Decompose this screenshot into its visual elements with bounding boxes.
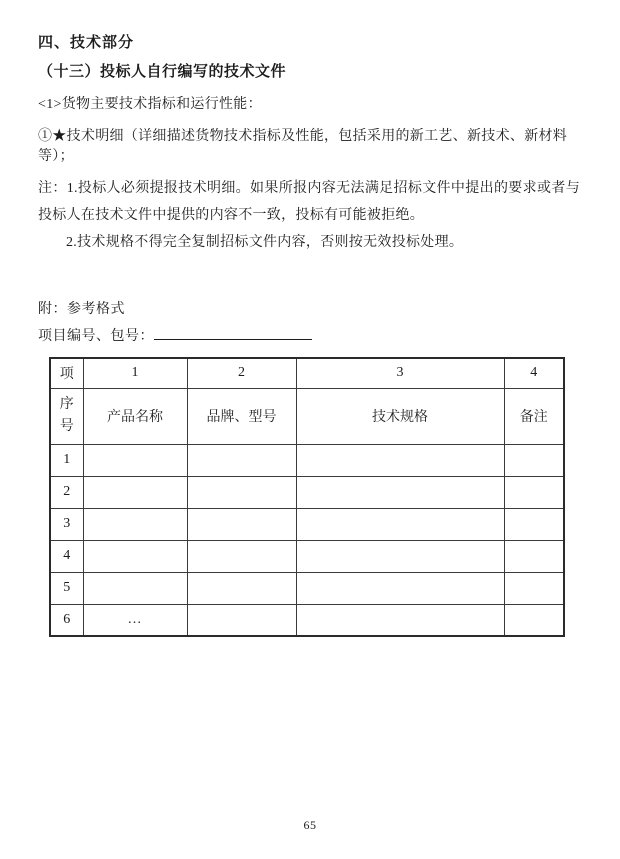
cell-remark <box>504 604 564 636</box>
page-number: 65 <box>303 818 317 832</box>
cell-product-name <box>83 444 187 476</box>
table-row <box>50 572 564 604</box>
project-field-label: 项目编号、包号： <box>38 329 154 344</box>
cell-seq: 1 <box>50 444 83 476</box>
cell-product-name <box>83 540 187 572</box>
note-item-2: 2.技术规格不得完全复制招标文件内容，否则按无效投标处理。 <box>66 235 464 250</box>
table-row <box>50 444 564 476</box>
header-cell-col4-number: 4 <box>504 358 564 388</box>
cell-brand-model <box>187 572 296 604</box>
cell-tech-spec <box>296 604 504 636</box>
header-cell-product-name: 产品名称 <box>83 388 187 444</box>
table-row <box>50 476 564 508</box>
reference-table <box>49 357 565 637</box>
section-heading: 四、技术部分 <box>38 35 135 51</box>
project-field-line <box>38 323 580 350</box>
item-line: <1>货物主要技术指标和运行性能： <box>38 97 262 112</box>
table-row <box>50 508 564 540</box>
note-paragraph: 注：1.投标人必须提报技术明细。如果所报内容无法满足招标文件中提出的要求或者与投标人在技术文件中提供的内容不一致，投标有可能被拒绝。 <box>38 181 580 223</box>
cell-tech-spec <box>296 540 504 572</box>
cell-tech-spec <box>296 444 504 476</box>
cell-product-name <box>83 476 187 508</box>
header-cell-brand-model: 品牌、型号 <box>187 388 296 444</box>
table-row <box>50 540 564 572</box>
cell-remark <box>504 508 564 540</box>
cell-remark <box>504 572 564 604</box>
table-header-number-row <box>50 358 564 388</box>
cell-seq: 3 <box>50 508 83 540</box>
table-header-label-row <box>50 388 564 444</box>
cell-product-name <box>83 572 187 604</box>
cell-product-name: … <box>83 604 187 636</box>
cell-remark <box>504 540 564 572</box>
cell-seq: 4 <box>50 540 83 572</box>
cell-tech-spec <box>296 508 504 540</box>
cell-brand-model <box>187 476 296 508</box>
cell-seq: 5 <box>50 572 83 604</box>
cell-tech-spec <box>296 476 504 508</box>
header-cell-col3-number: 3 <box>296 358 504 388</box>
cell-remark <box>504 444 564 476</box>
project-field-blank <box>154 325 312 340</box>
header-cell-remark: 备注 <box>504 388 564 444</box>
header-cell-tech-spec: 技术规格 <box>296 388 504 444</box>
cell-brand-model <box>187 540 296 572</box>
cell-tech-spec <box>296 572 504 604</box>
detail-line: ①★技术明细（详细描述货物技术指标及性能，包括采用的新工艺、新技术、新材料等）； <box>38 129 568 164</box>
header-cell-col2-number: 2 <box>187 358 296 388</box>
header-cell-seq-title: 项 <box>50 358 83 388</box>
header-cell-col1-number: 1 <box>83 358 187 388</box>
header-cell-seq-label: 序号 <box>50 388 83 444</box>
table-row <box>50 604 564 636</box>
cell-remark <box>504 476 564 508</box>
cell-brand-model <box>187 508 296 540</box>
cell-brand-model <box>187 604 296 636</box>
cell-product-name <box>83 508 187 540</box>
subsection-heading: （十三）投标人自行编写的技术文件 <box>38 64 287 80</box>
cell-seq: 2 <box>50 476 83 508</box>
cell-seq: 6 <box>50 604 83 636</box>
cell-brand-model <box>187 444 296 476</box>
attachment-label: 附：参考格式 <box>38 302 125 317</box>
